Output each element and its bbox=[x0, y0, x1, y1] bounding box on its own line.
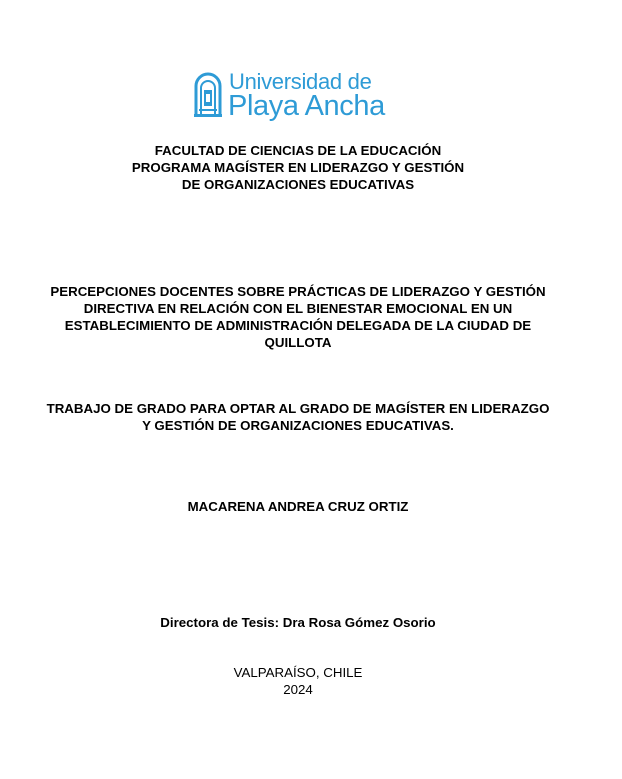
university-logo bbox=[193, 70, 403, 122]
degree-statement: TRABAJO DE GRADO PARA OPTAR AL GRADO DE MAGÍSTER EN LIDERAZGO Y GESTIÓN DE ORGANIZACIONES EDUCATIVAS. bbox=[46, 401, 550, 433]
logo-text-playa-ancha: Playa Ancha bbox=[228, 90, 385, 122]
thesis-title: PERCEPCIONES DOCENTES SOBRE PRÁCTICAS DE LIDERAZGO Y GESTIÓN DIRECTIVA EN RELACIÓN CON EL BIENESTAR EMOCIONAL EN UN ESTABLECIMIENTO DE ADMINISTRACIÓN DELEGADA DE LA CIUDAD DE QUILLOTA bbox=[50, 284, 546, 350]
author-name: MACARENA ANDREA CRUZ ORTIZ bbox=[187, 499, 409, 514]
university-emblem-icon bbox=[193, 70, 223, 118]
thesis-director: Directora de Tesis: Dra Rosa Gómez Osorio bbox=[160, 615, 436, 630]
year: 2024 bbox=[283, 682, 313, 697]
place: VALPARAÍSO, CHILE bbox=[233, 665, 363, 680]
logo-text-university: Universidad de bbox=[229, 69, 372, 94]
faculty-heading: FACULTAD DE CIENCIAS DE LA EDUCACIÓN PROGRAMA MAGÍSTER EN LIDERAZGO Y GESTIÓN DE ORGANIZACIONES EDUCATIVAS bbox=[131, 143, 465, 192]
